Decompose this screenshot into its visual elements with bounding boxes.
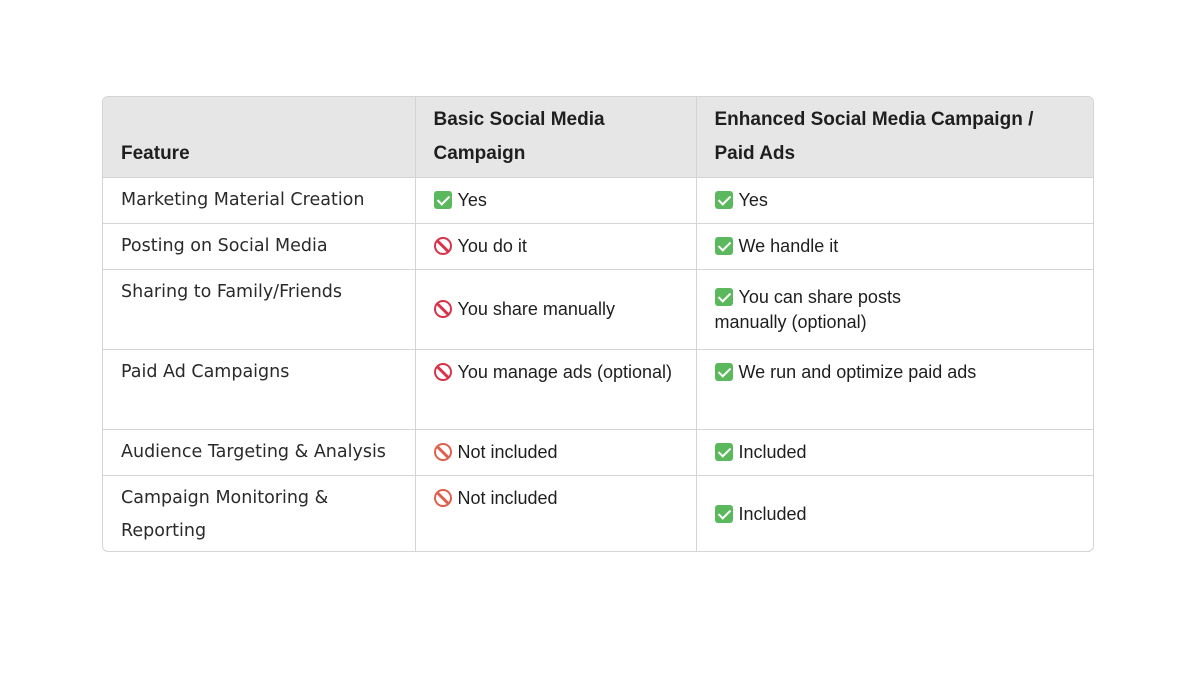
check-icon <box>715 363 733 381</box>
basic-cell-text: Not included <box>457 488 558 508</box>
feature-cell: Posting on Social Media <box>103 224 415 270</box>
table-row <box>103 224 1094 270</box>
prohibited-icon <box>434 443 452 461</box>
header-enhanced-campaign: Enhanced Social Media Campaign / Paid Ads <box>696 97 1094 178</box>
basic-cell <box>415 270 696 350</box>
enhanced-cell <box>696 430 1094 476</box>
feature-cell: Paid Ad Campaigns <box>103 350 415 430</box>
prohibited-icon <box>434 300 452 318</box>
comparison-table-grid <box>103 97 1094 552</box>
check-icon <box>715 237 733 255</box>
check-icon <box>715 443 733 461</box>
check-icon <box>715 191 733 209</box>
feature-cell: Marketing Material Creation <box>103 178 415 224</box>
table-row <box>103 178 1094 224</box>
basic-cell-text: You manage ads (optional) <box>457 362 672 382</box>
enhanced-cell <box>696 476 1094 553</box>
table-row <box>103 476 1094 553</box>
prohibited-icon <box>434 363 452 381</box>
feature-cell: Audience Targeting & Analysis <box>103 430 415 476</box>
basic-cell-text: You do it <box>457 236 527 256</box>
table-row <box>103 270 1094 350</box>
enhanced-cell <box>696 350 1094 430</box>
basic-cell-text: Yes <box>457 190 487 210</box>
header-feature: Feature <box>103 97 415 178</box>
basic-cell-text: Not included <box>457 442 558 462</box>
basic-cell <box>415 350 696 430</box>
basic-cell <box>415 178 696 224</box>
enhanced-cell-text: We handle it <box>738 236 839 256</box>
basic-cell <box>415 476 696 553</box>
basic-cell-text: You share manually <box>457 299 615 319</box>
table-row <box>103 350 1094 430</box>
enhanced-cell-text: We run and optimize paid ads <box>738 362 977 382</box>
feature-cell: Sharing to Family/Friends <box>103 270 415 350</box>
check-icon <box>715 505 733 523</box>
basic-cell <box>415 224 696 270</box>
header-basic-campaign: Basic Social Media Campaign <box>415 97 696 178</box>
enhanced-cell-text: Included <box>738 504 807 525</box>
feature-cell: Campaign Monitoring & Reporting <box>103 476 415 553</box>
table-row <box>103 430 1094 476</box>
table-header-row <box>103 97 1094 178</box>
enhanced-cell <box>696 224 1094 270</box>
basic-cell <box>415 430 696 476</box>
enhanced-cell <box>696 178 1094 224</box>
enhanced-cell <box>696 270 1094 350</box>
enhanced-cell-text: Included <box>738 442 807 462</box>
prohibited-icon <box>434 237 452 255</box>
check-icon <box>434 191 452 209</box>
prohibited-icon <box>434 489 452 507</box>
comparison-table <box>102 96 1094 552</box>
check-icon <box>715 288 733 306</box>
enhanced-cell-text: Yes <box>738 190 768 210</box>
enhanced-cell-text: You can share posts manually (optional) <box>714 286 901 332</box>
